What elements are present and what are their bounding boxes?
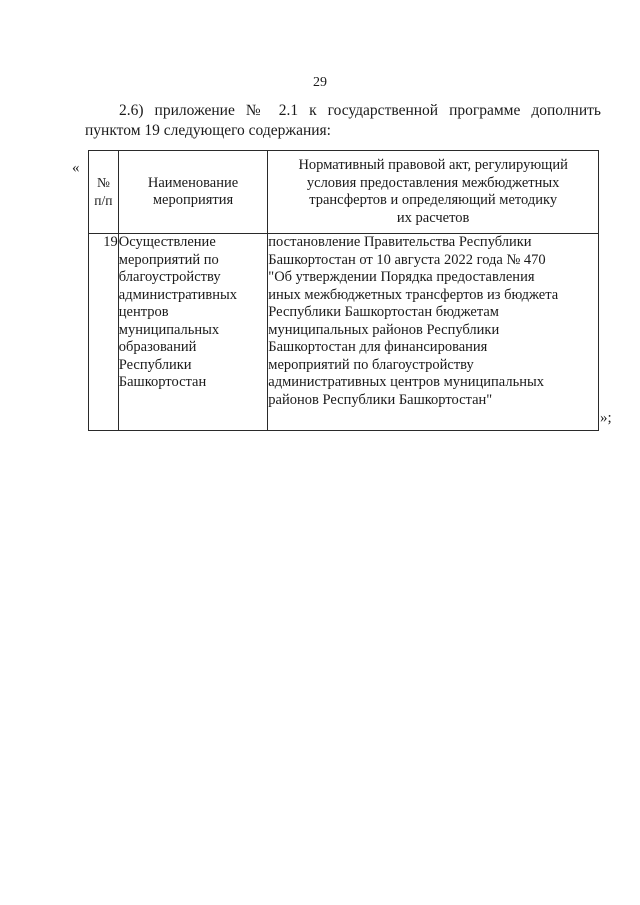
page-number: 29 xyxy=(313,75,327,90)
measures-table xyxy=(88,150,599,431)
table-header-row xyxy=(89,151,599,234)
table-row xyxy=(89,234,599,431)
header-number: № п/п xyxy=(89,151,119,234)
intro-line-2: пунктом 19 следующего содержания: xyxy=(85,122,331,139)
opening-quote: « xyxy=(72,160,80,176)
closing-quote: »; xyxy=(600,410,612,426)
intro-paragraph xyxy=(85,101,601,141)
row-number: 19 xyxy=(89,234,119,431)
intro-line-1: 2.6) приложение № 2.1 к государственной программе дополнить xyxy=(119,102,601,119)
header-measure-name: Наименование мероприятия xyxy=(118,151,268,234)
row-measure-name: Осуществление мероприятий по благоустройству административных центров муниципальных образований Республики Башкортостан xyxy=(118,234,268,431)
row-legal-act: постановление Правительства Республики Башкортостан от 10 августа 2022 года № 470 "Об утверждении Порядка предоставления иных межбюджетных трансфертов из бюджета Республики Башкортостан бюджетам муниципальных районов Республики Башкортостан для финансирования мероприятий по благоустройству административных центров муниципальных районов Республики Башкортостан" xyxy=(268,234,599,431)
header-legal-act: Нормативный правовой акт, регулирующий условия предоставления межбюджетных трансфертов и определяющий методику их расчетов xyxy=(268,151,599,234)
